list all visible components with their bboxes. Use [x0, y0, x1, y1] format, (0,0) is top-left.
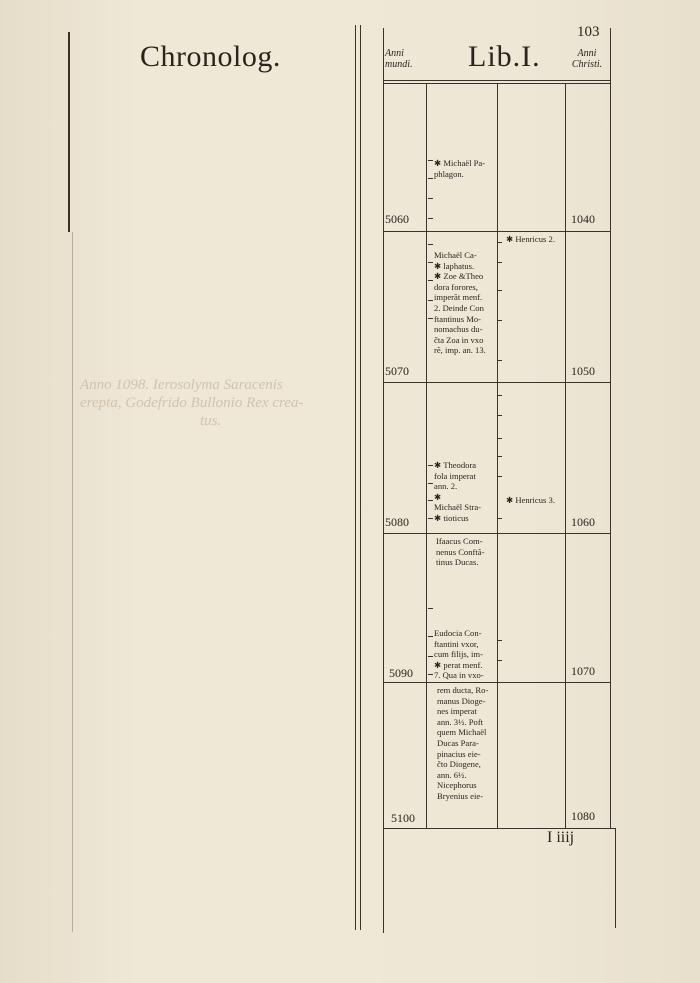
column-dash-mark: [428, 636, 433, 637]
signature-mark: I iiij: [547, 829, 575, 846]
table-cell-text: ✱ Theodora fola imperat ann. 2. ✱ Michaël Stra- ✱ tioticus: [434, 460, 482, 523]
column-dash-mark: [497, 262, 502, 263]
left-margin-rule: [68, 32, 70, 232]
column-dash-mark: [497, 456, 502, 457]
table-cell-text: Michaël Ca- ✱ laphatus. ✱ Zoe &Theo dora forores, imperãt menf. 2. Deinde Con ftantinus Mo- nomachus du- čta Zoa in vxo rẽ, imp. an. 13.: [434, 250, 486, 356]
running-title: Chronolog.: [140, 40, 281, 73]
gutter-rule-inner: [360, 25, 361, 930]
gutter-rule: [355, 25, 356, 930]
row-rule-1: [383, 231, 611, 232]
column-dash-mark: [428, 280, 433, 281]
column-dash-mark: [428, 218, 433, 219]
column-dash-mark: [428, 518, 433, 519]
column-dash-mark: [428, 500, 433, 501]
ghost-text-line-2: erepta, Godefrido Bullonio Rex crea-: [80, 395, 304, 411]
row-rule-4: [383, 682, 611, 683]
column-dash-mark: [428, 608, 433, 609]
column-dash-mark: [497, 242, 502, 243]
column-dash-mark: [497, 415, 502, 416]
column-dash-mark: [428, 465, 433, 466]
table-rule-col-b: [426, 83, 427, 829]
left-margin-rule-faint: [72, 232, 73, 932]
column-dash-mark: [497, 395, 502, 396]
column-dash-mark: [428, 656, 433, 657]
table-cell-text: Eudocia Con- ftantini vxor, cum filijs, im- ✱ perat menf. 7. Qua in vxo-: [434, 628, 484, 681]
anno-christi-value: 1070: [571, 664, 595, 678]
ghost-text-line-1: Anno 1098. Ierosolyma Saracenis: [80, 377, 283, 393]
column-dash-mark: [497, 438, 502, 439]
ghost-text-line-3: tus.: [200, 413, 222, 429]
anno-christi-value: 1040: [571, 212, 595, 226]
anno-mundi-value: 5090: [389, 666, 413, 680]
table-rule-left: [383, 28, 384, 933]
column-dash-mark: [428, 198, 433, 199]
row-rule-5: [383, 828, 615, 829]
header-rule-2: [383, 83, 611, 84]
table-cell-text: ✱ Michaël Pa- phlagon.: [434, 158, 486, 179]
anni-christi-header: Anni Christi.: [571, 48, 603, 70]
anni-mundi-header: Anni mundi.: [385, 48, 413, 70]
row-rule-3: [383, 533, 611, 534]
row-rule-2: [383, 382, 611, 383]
page-number: 103: [577, 24, 600, 40]
column-dash-mark: [497, 476, 502, 477]
column-dash-mark: [497, 290, 502, 291]
anno-christi-value: 1050: [571, 364, 595, 378]
anno-mundi-value: 5100: [391, 811, 415, 825]
table-rule-right-lower: [615, 828, 616, 928]
column-dash-mark: [428, 483, 433, 484]
table-cell-text: Ifaacus Com- nenus Conftã- tinus Ducas.: [436, 536, 485, 568]
anno-mundi-value: 5070: [385, 364, 409, 378]
table-cell-text: ✱ Henricus 3.: [506, 495, 555, 505]
table-cell-text: ✱ Henricus 2.: [506, 234, 555, 244]
column-dash-mark: [428, 244, 433, 245]
column-dash-mark: [497, 360, 502, 361]
column-dash-mark: [497, 320, 502, 321]
column-dash-mark: [428, 300, 433, 301]
column-dash-mark: [428, 178, 433, 179]
column-dash-mark: [428, 318, 433, 319]
column-dash-mark: [428, 262, 433, 263]
column-dash-mark: [497, 518, 502, 519]
column-dash-mark: [428, 674, 433, 675]
header-rule: [383, 80, 611, 81]
book-title: Lib.I.: [468, 40, 541, 73]
column-dash-mark: [497, 640, 502, 641]
table-rule-col-d: [565, 83, 566, 829]
anno-christi-value: 1080: [571, 809, 595, 823]
column-dash-mark: [428, 160, 433, 161]
anno-mundi-value: 5080: [385, 515, 409, 529]
anno-mundi-value: 5060: [385, 212, 409, 226]
anno-christi-value: 1060: [571, 515, 595, 529]
table-rule-right: [610, 28, 611, 828]
column-dash-mark: [497, 660, 502, 661]
table-cell-text: rem ducta, Ro- manus Dioge- nes imperat ann. 3½. Poft quem Michaël Ducas Para- pinacius eie- čto Diogene, ann. 6½. Nicephorus Bryenius eie-: [437, 685, 489, 801]
